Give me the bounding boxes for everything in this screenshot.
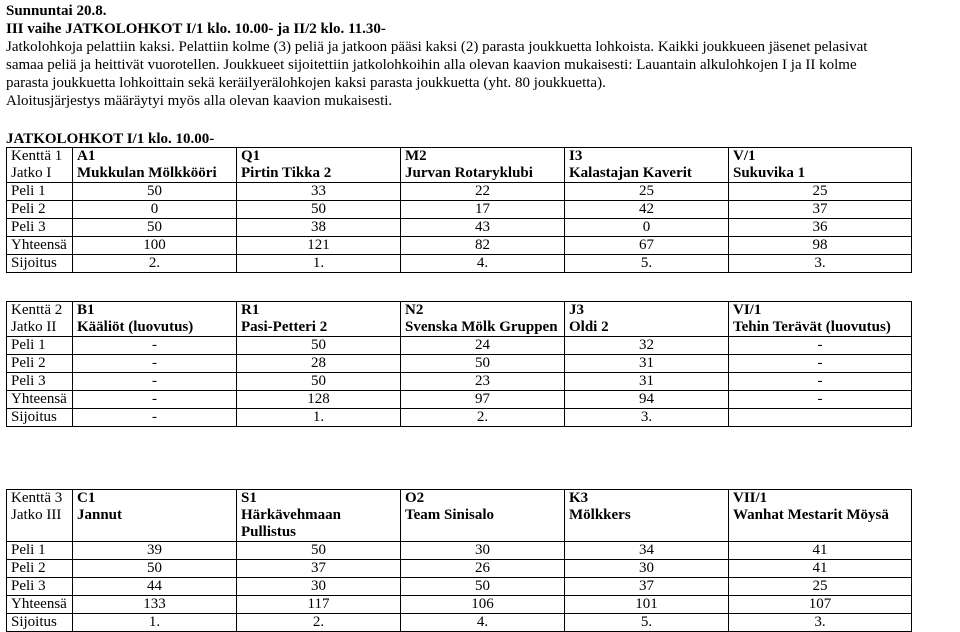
- score-cell: 50: [237, 373, 401, 391]
- group-label: Jatko I: [11, 165, 52, 181]
- team-header-cell: [237, 148, 401, 183]
- score-cell: 30: [565, 560, 729, 578]
- rank-cell: 3.: [565, 409, 729, 427]
- row-label: Peli 1: [7, 337, 73, 355]
- team-header-cell: [729, 148, 912, 183]
- intro-text: [6, 2, 956, 110]
- rank-cell: [729, 409, 912, 427]
- rank-cell: 2.: [237, 614, 401, 632]
- total-cell: 121: [237, 237, 401, 255]
- team-name: Team Sinisalo: [405, 507, 495, 523]
- team-code: VII/1: [733, 490, 768, 506]
- date-heading: Sunnuntai 20.8.: [6, 3, 107, 19]
- team-name: Jurvan Rotaryklubi: [405, 165, 533, 181]
- team-header-cell: [73, 302, 237, 337]
- team-code: O2: [405, 490, 425, 506]
- team-header-cell: [565, 490, 729, 542]
- team-name: Mukkulan Mölkkööri: [77, 165, 217, 181]
- row-label: Yhteensä: [7, 596, 73, 614]
- team-name: Wanhat Mestarit Möysä: [733, 507, 889, 523]
- row-label: Peli 3: [7, 373, 73, 391]
- score-cell: 37: [565, 578, 729, 596]
- team-name: Svenska Mölk Gruppen: [405, 319, 558, 335]
- results-table-2: [6, 301, 912, 427]
- score-cell: -: [729, 337, 912, 355]
- score-cell: 38: [237, 219, 401, 237]
- results-table-3: [6, 489, 912, 632]
- total-row: [7, 391, 912, 409]
- team-code: V/1: [733, 148, 756, 164]
- team-name: Pasi-Petteri 2: [241, 319, 328, 335]
- team-header-cell: [729, 302, 912, 337]
- row-label: Yhteensä: [7, 391, 73, 409]
- total-cell: 94: [565, 391, 729, 409]
- field-group-cell: [7, 302, 73, 337]
- total-row: [7, 596, 912, 614]
- game-row: [7, 355, 912, 373]
- intro-line: Jatkolohkoja pelattiin kaksi. Pelattiin kolme (3) peliä ja jatkoon pääsi kaksi (2) parasta joukkuetta lohkoista. Kaikki joukkueen jäsenet pelasivat: [6, 39, 868, 55]
- row-label: Sijoitus: [7, 409, 73, 427]
- total-cell: 100: [73, 237, 237, 255]
- score-cell: 32: [565, 337, 729, 355]
- team-code: K3: [569, 490, 589, 506]
- team-code: Q1: [241, 148, 261, 164]
- score-cell: 24: [401, 337, 565, 355]
- score-cell: 39: [73, 542, 237, 560]
- score-cell: 41: [729, 560, 912, 578]
- score-cell: 25: [729, 578, 912, 596]
- score-cell: 37: [237, 560, 401, 578]
- rank-cell: 5.: [565, 255, 729, 273]
- score-cell: 50: [73, 183, 237, 201]
- field-label: Kenttä 3: [11, 490, 63, 506]
- team-header-cell: [401, 302, 565, 337]
- team-header-cell: [729, 490, 912, 542]
- score-cell: 44: [73, 578, 237, 596]
- score-cell: -: [729, 355, 912, 373]
- game-row: [7, 183, 912, 201]
- team-name: Kalastajan Kaverit: [569, 165, 692, 181]
- team-header-row: [7, 302, 912, 337]
- team-code: A1: [77, 148, 96, 164]
- score-cell: 50: [237, 337, 401, 355]
- score-cell: 42: [565, 201, 729, 219]
- team-code: R1: [241, 302, 260, 318]
- section-title: JATKOLOHKOT I/1 klo. 10.00-: [6, 131, 215, 147]
- score-cell: 50: [401, 578, 565, 596]
- score-cell: 36: [729, 219, 912, 237]
- score-cell: 50: [237, 201, 401, 219]
- team-header-cell: [565, 302, 729, 337]
- score-cell: 28: [237, 355, 401, 373]
- total-cell: -: [729, 391, 912, 409]
- game-row: [7, 578, 912, 596]
- team-name: Sukuvika 1: [733, 165, 806, 181]
- row-label: Yhteensä: [7, 237, 73, 255]
- score-cell: 34: [565, 542, 729, 560]
- total-cell: 82: [401, 237, 565, 255]
- score-cell: 25: [565, 183, 729, 201]
- rank-cell: 3.: [729, 255, 912, 273]
- rank-cell: 1.: [237, 409, 401, 427]
- score-cell: 0: [565, 219, 729, 237]
- team-header-cell: [401, 148, 565, 183]
- row-label: Sijoitus: [7, 255, 73, 273]
- total-cell: 117: [237, 596, 401, 614]
- field-label: Kenttä 1: [11, 148, 63, 164]
- row-label: Peli 2: [7, 355, 73, 373]
- score-cell: 37: [729, 201, 912, 219]
- rank-cell: 3.: [729, 614, 912, 632]
- score-cell: 22: [401, 183, 565, 201]
- score-cell: 31: [565, 373, 729, 391]
- score-cell: -: [73, 337, 237, 355]
- group-label: Jatko II: [11, 319, 57, 335]
- score-cell: 0: [73, 201, 237, 219]
- group-label: Jatko III: [11, 507, 62, 523]
- total-cell: 106: [401, 596, 565, 614]
- rank-cell: 2.: [73, 255, 237, 273]
- total-cell: 101: [565, 596, 729, 614]
- team-name: Oldi 2: [569, 319, 609, 335]
- team-header-cell: [237, 302, 401, 337]
- team-code: J3: [569, 302, 584, 318]
- rank-row: [7, 255, 912, 273]
- team-name: Härkävehmaan Pullistus: [241, 507, 342, 540]
- row-label: Peli 1: [7, 183, 73, 201]
- team-code: M2: [405, 148, 427, 164]
- score-cell: 26: [401, 560, 565, 578]
- game-row: [7, 201, 912, 219]
- team-header-row: [7, 490, 912, 542]
- team-code: C1: [77, 490, 96, 506]
- stage-heading: III vaihe JATKOLOHKOT I/1 klo. 10.00- ja II/2 klo. 11.30-: [6, 21, 386, 37]
- score-cell: 23: [401, 373, 565, 391]
- score-cell: 30: [401, 542, 565, 560]
- score-cell: 50: [401, 355, 565, 373]
- score-cell: 50: [73, 219, 237, 237]
- team-code: VI/1: [733, 302, 762, 318]
- score-cell: -: [729, 373, 912, 391]
- intro-line: parasta joukkuetta lohkoittain sekä keräilyerälohkojen kaksi parasta joukkuetta (yht. 80 joukkuetta).: [6, 75, 606, 91]
- intro-line: samaa peliä ja heittivät vuorotellen. Joukkueet sijoitettiin jatkolohkoihin alla olevan kaavion mukaisesti: Lauantain alkulohkojen I ja II kolme: [6, 57, 857, 73]
- score-cell: 30: [237, 578, 401, 596]
- team-header-cell: [73, 148, 237, 183]
- team-name: Pirtin Tikka 2: [241, 165, 332, 181]
- team-name: Mölkkers: [569, 507, 631, 523]
- team-code: N2: [405, 302, 424, 318]
- total-row: [7, 237, 912, 255]
- team-header-row: [7, 148, 912, 183]
- score-cell: 43: [401, 219, 565, 237]
- score-cell: 41: [729, 542, 912, 560]
- row-label: Peli 2: [7, 560, 73, 578]
- team-name: Tehin Terävät (luovutus): [733, 319, 891, 335]
- team-code: S1: [241, 490, 257, 506]
- row-label: Peli 2: [7, 201, 73, 219]
- score-cell: 17: [401, 201, 565, 219]
- game-row: [7, 219, 912, 237]
- score-cell: 50: [237, 542, 401, 560]
- team-code: B1: [77, 302, 95, 318]
- score-cell: -: [73, 355, 237, 373]
- rank-cell: 4.: [401, 255, 565, 273]
- rank-cell: 1.: [73, 614, 237, 632]
- rank-cell: 4.: [401, 614, 565, 632]
- game-row: [7, 337, 912, 355]
- score-cell: 25: [729, 183, 912, 201]
- rank-row: [7, 409, 912, 427]
- total-cell: 67: [565, 237, 729, 255]
- team-header-cell: [401, 490, 565, 542]
- total-cell: 97: [401, 391, 565, 409]
- team-header-cell: [565, 148, 729, 183]
- score-cell: 31: [565, 355, 729, 373]
- rank-cell: -: [73, 409, 237, 427]
- field-label: Kenttä 2: [11, 302, 63, 318]
- team-name: Jannut: [77, 507, 123, 523]
- game-row: [7, 542, 912, 560]
- rank-cell: 2.: [401, 409, 565, 427]
- row-label: Peli 3: [7, 219, 73, 237]
- team-header-cell: [237, 490, 401, 542]
- rank-cell: 5.: [565, 614, 729, 632]
- total-cell: 128: [237, 391, 401, 409]
- game-row: [7, 560, 912, 578]
- team-name: Kääliöt (luovutus): [77, 319, 194, 335]
- row-label: Peli 1: [7, 542, 73, 560]
- results-table-1: [6, 147, 912, 273]
- total-cell: 98: [729, 237, 912, 255]
- team-header-cell: [73, 490, 237, 542]
- score-cell: 50: [73, 560, 237, 578]
- total-cell: 107: [729, 596, 912, 614]
- game-row: [7, 373, 912, 391]
- team-code: I3: [569, 148, 583, 164]
- row-label: Peli 3: [7, 578, 73, 596]
- intro-line: Aloitusjärjestys määräytyi myös alla olevan kaavion mukaisesti.: [6, 93, 393, 109]
- field-group-cell: [7, 490, 73, 542]
- score-cell: -: [73, 373, 237, 391]
- rank-cell: 1.: [237, 255, 401, 273]
- score-cell: 33: [237, 183, 401, 201]
- row-label: Sijoitus: [7, 614, 73, 632]
- total-cell: -: [73, 391, 237, 409]
- field-group-cell: [7, 148, 73, 183]
- total-cell: 133: [73, 596, 237, 614]
